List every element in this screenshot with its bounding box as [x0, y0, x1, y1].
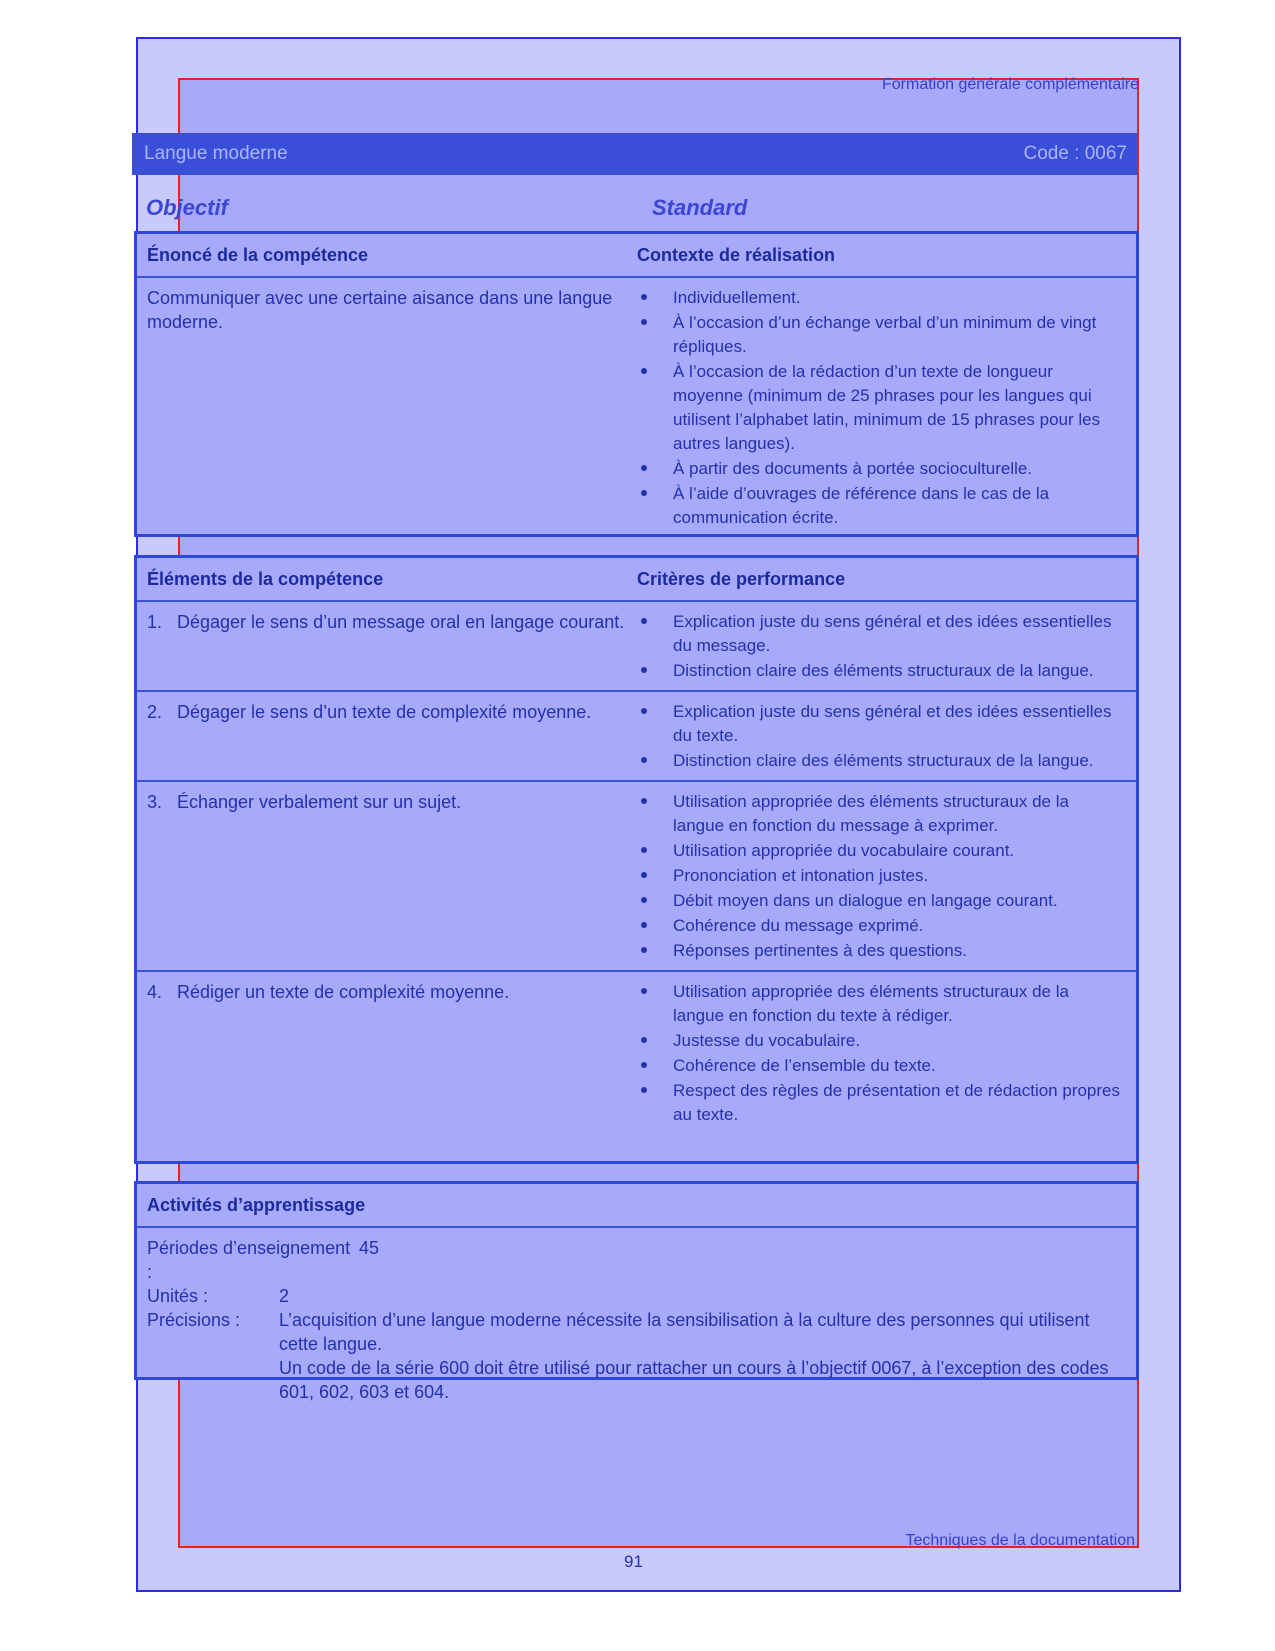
course-code: Code : 0067: [1023, 143, 1127, 164]
title-bar: [132, 133, 1137, 175]
list-item: Utilisation appropriée des éléments structuraux de la langue en fonction du message à exprimer.: [637, 790, 1124, 838]
element-number: 3.: [147, 792, 163, 812]
table-row: [137, 972, 1136, 1134]
units-label: Unités :: [147, 1286, 209, 1306]
list-item: À l’occasion d’un échange verbal d’un minimum de vingt répliques.: [637, 311, 1124, 359]
running-footer: Techniques de la documentation: [905, 1532, 1135, 1549]
precisions-row: [147, 1308, 1126, 1404]
list-item: À l’occasion de la rédaction d’un texte de longueur moyenne (minimum de 25 phrases pour les langues qui utilisent l’alphabet latin, minimum de 15 phrases pour les autres langues).: [637, 360, 1124, 456]
element-text: Échanger verbalement sur un sujet.: [177, 792, 462, 812]
elements-head-right: Critères de performance: [637, 568, 846, 589]
periods-row: [147, 1236, 1126, 1284]
list-item: Justesse du vocabulaire.: [637, 1029, 1124, 1053]
elements-head-left: Éléments de la compétence: [147, 568, 384, 589]
list-item: Prononciation et intonation justes.: [637, 864, 1124, 888]
competence-statement: Communiquer avec une certaine aisance dans une langue moderne.: [147, 288, 613, 332]
list-item: Cohérence de l’ensemble du texte.: [637, 1054, 1124, 1078]
list-item: Explication juste du sens général et des idées essentielles du texte.: [637, 700, 1124, 748]
activities-table: [134, 1181, 1139, 1402]
precisions-text-1: L’acquisition d’une langue moderne nécessite la sensibilisation à la culture des personnes qui utilisent cette langue.: [279, 1310, 1090, 1354]
objective-label: Objectif: [146, 195, 228, 220]
element-number: 1.: [147, 612, 163, 632]
list-item: Individuellement.: [637, 286, 1124, 310]
list-item: Distinction claire des éléments structuraux de la langue.: [637, 749, 1124, 773]
element-number: 4.: [147, 982, 163, 1002]
objective-row: [144, 195, 1139, 223]
activities-body: [137, 1228, 1136, 1414]
competence-head-right: Contexte de réalisation: [637, 244, 836, 265]
list-item: Utilisation appropriée des éléments structuraux de la langue en fonction du texte à rédiger.: [637, 980, 1124, 1028]
list-item: À l’aide d’ouvrages de référence dans le cas de la communication écrite.: [637, 482, 1124, 530]
elements-header: [137, 558, 1136, 602]
periods-label: Périodes d’enseignement :: [147, 1238, 351, 1282]
competence-head-left: Énoncé de la compétence: [147, 244, 369, 265]
element-text: Dégager le sens d’un texte de complexité moyenne.: [177, 702, 592, 722]
table-row: [137, 602, 1136, 692]
competence-row: [137, 278, 1136, 537]
precisions-text-2: Un code de la série 600 doit être utilisé pour rattacher un cours à l’objectif 0067, à l’exception des codes 601, 602, 603 et 604.: [279, 1358, 1109, 1402]
list-item: Distinction claire des éléments structuraux de la langue.: [637, 659, 1124, 683]
table-row: [137, 782, 1136, 972]
standard-label: Standard: [652, 195, 748, 220]
course-title: Langue moderne: [144, 143, 288, 164]
list-item: Respect des règles de présentation et de rédaction propres au texte.: [637, 1079, 1124, 1127]
units-row: [147, 1284, 1126, 1308]
list-item: Cohérence du message exprimé.: [637, 914, 1124, 938]
activities-header: Activités d’apprentissage: [137, 1184, 1136, 1228]
list-item: Explication juste du sens général et des idées essentielles du message.: [637, 610, 1124, 658]
table-row: [137, 692, 1136, 782]
list-item: Réponses pertinentes à des questions.: [637, 939, 1124, 963]
list-item: À partir des documents à portée socioculturelle.: [637, 457, 1124, 481]
context-list: [637, 286, 1136, 531]
competence-header: [137, 234, 1136, 278]
competence-table: [134, 231, 1139, 537]
element-text: Rédiger un texte de complexité moyenne.: [177, 982, 510, 1002]
page-number: 91: [624, 1552, 643, 1571]
element-number: 2.: [147, 702, 163, 722]
periods-value: 45: [359, 1238, 380, 1258]
elements-table: [134, 555, 1139, 1164]
list-item: Débit moyen dans un dialogue en langage courant.: [637, 889, 1124, 913]
list-item: Utilisation appropriée du vocabulaire courant.: [637, 839, 1124, 863]
element-text: Dégager le sens d’un message oral en langage courant.: [177, 612, 625, 632]
running-header: Formation générale complémentaire: [881, 76, 1139, 93]
units-value: 2: [279, 1286, 290, 1306]
precisions-label: Précisions :: [147, 1310, 241, 1330]
